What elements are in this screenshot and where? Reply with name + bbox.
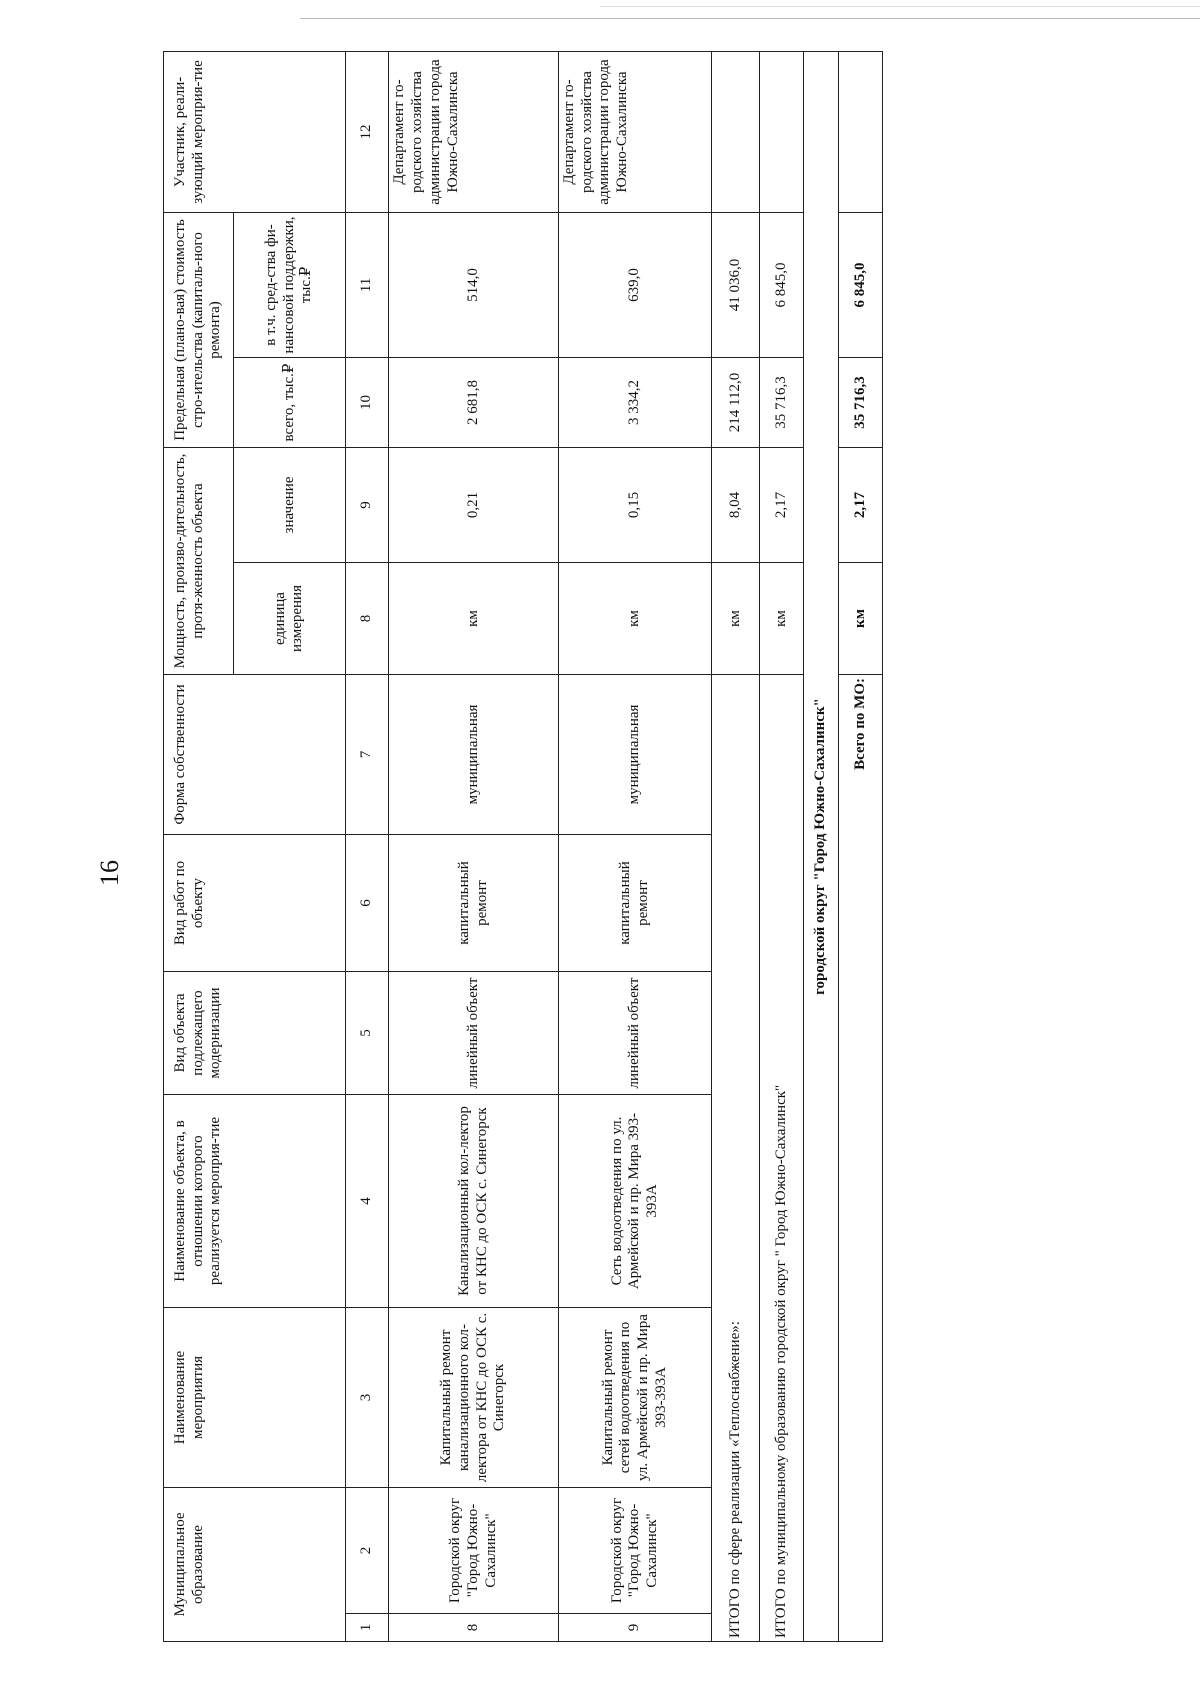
cell-object: Канализационный кол-лектор от КНС до ОСК с. Синегорск bbox=[389, 1095, 559, 1308]
column-number: 12 bbox=[345, 52, 389, 213]
header-object-name: Наименование объекта, в отношении которого реализуется мероприя-тие bbox=[164, 1095, 346, 1308]
column-number: 2 bbox=[345, 1488, 389, 1614]
cell-total: 3 334,2 bbox=[559, 358, 712, 448]
column-number: 4 bbox=[345, 1095, 389, 1308]
district-label: городской округ "Город Южно-Сахалинск" bbox=[804, 52, 839, 1642]
empty-cell bbox=[760, 52, 804, 213]
header-cost-total: всего, тыс.₽ bbox=[234, 358, 346, 448]
column-number: 3 bbox=[345, 1308, 389, 1488]
sphere-total-support: 41 036,0 bbox=[712, 213, 760, 358]
cell-participant: Департамент го-родского хозяйства администрации города Южно-Сахалинска bbox=[389, 52, 559, 213]
sphere-total-row bbox=[712, 52, 760, 1642]
muni-total-label: ИТОГО по муниципальному образованию городской округ " Город Южно-Сахалинск" bbox=[760, 675, 804, 1642]
cell-muni: Городской округ "Город Южно-Сахалинск" bbox=[559, 1488, 712, 1614]
grand-total-label: Всего по МО: bbox=[839, 675, 883, 1642]
cell-unit: км bbox=[559, 563, 712, 675]
cell-total: 2 681,8 bbox=[389, 358, 559, 448]
row-number: 8 bbox=[389, 1614, 559, 1642]
cell-object-type: линейный объект bbox=[389, 972, 559, 1095]
cell-unit: км bbox=[389, 563, 559, 675]
column-number: 1 bbox=[345, 1614, 389, 1642]
scan-edge-line bbox=[600, 6, 1200, 7]
sphere-total-label: ИТОГО по сфере реализации «Теплоснабжение»: bbox=[712, 675, 760, 1642]
cell-muni: Городской округ "Город Южно-Сахалинск" bbox=[389, 1488, 559, 1614]
column-number: 6 bbox=[345, 835, 389, 972]
sphere-total-unit: км bbox=[712, 563, 760, 675]
scan-edge-line bbox=[300, 18, 1200, 19]
header-capacity: Мощность, произво-дительность, протя-женность объекта bbox=[164, 448, 234, 675]
cell-value: 0,21 bbox=[389, 448, 559, 563]
grand-total-row bbox=[839, 52, 883, 1642]
cell-object: Сеть водоотведения по ул. Армейской и пр. Мира 393-393А bbox=[559, 1095, 712, 1308]
grand-total-cost: 35 716,3 bbox=[839, 358, 883, 448]
header-object-type: Вид объекта подлежащего модернизации bbox=[164, 972, 346, 1095]
page-number: 16 bbox=[95, 860, 124, 886]
sphere-total-cost: 214 112,0 bbox=[712, 358, 760, 448]
muni-total-support: 6 845,0 bbox=[760, 213, 804, 358]
cell-work: капитальный ремонт bbox=[559, 835, 712, 972]
header-work-type: Вид работ по объекту bbox=[164, 835, 346, 972]
header-unit: единица измерения bbox=[234, 563, 346, 675]
header-muni: Муниципальное образование bbox=[164, 1488, 346, 1642]
column-number: 7 bbox=[345, 675, 389, 835]
cell-object-type: линейный объект bbox=[559, 972, 712, 1095]
table-row bbox=[559, 52, 712, 1642]
cell-support: 639,0 bbox=[559, 213, 712, 358]
header-event-name: Наименование мероприятия bbox=[164, 1308, 346, 1488]
grand-total-unit: км bbox=[839, 563, 883, 675]
row-number: 9 bbox=[559, 1614, 712, 1642]
rotated-table-sheet bbox=[163, 52, 883, 1642]
cell-support: 514,0 bbox=[389, 213, 559, 358]
column-number: 11 bbox=[345, 213, 389, 358]
grand-total-support: 6 845,0 bbox=[839, 213, 883, 358]
muni-total-row bbox=[760, 52, 804, 1642]
cell-participant: Департамент го-родского хозяйства администрации города Южно-Сахалинска bbox=[559, 52, 712, 213]
empty-cell bbox=[712, 52, 760, 213]
cell-event: Капитальный ремонт канализационного кол-лектора от КНС до ОСК с. Синегорск bbox=[389, 1308, 559, 1488]
muni-total-value: 2,17 bbox=[760, 448, 804, 563]
column-number: 9 bbox=[345, 448, 389, 563]
column-number-row bbox=[345, 52, 389, 1642]
muni-total-cost: 35 716,3 bbox=[760, 358, 804, 448]
header-ownership: Форма собственности bbox=[164, 675, 346, 835]
header-value: значение bbox=[234, 448, 346, 563]
program-table bbox=[163, 51, 883, 1642]
column-number: 8 bbox=[345, 563, 389, 675]
cell-event: Капитальный ремонт сетей водоотведения по ул. Армейской и пр. Мира 393-393А bbox=[559, 1308, 712, 1488]
empty-cell bbox=[839, 52, 883, 213]
header-cost: Предельная (плано-вая) стоимость стро-ительства (капиталь-ного ремонта) bbox=[164, 213, 234, 448]
table-row bbox=[389, 52, 559, 1642]
cell-work: капитальный ремонт bbox=[389, 835, 559, 972]
column-number: 5 bbox=[345, 972, 389, 1095]
grand-total-value: 2,17 bbox=[839, 448, 883, 563]
header-participant: Участник, реали-зующий мероприя-тие bbox=[164, 52, 346, 213]
muni-total-unit: км bbox=[760, 563, 804, 675]
district-row bbox=[804, 52, 839, 1642]
column-number: 10 bbox=[345, 358, 389, 448]
cell-value: 0,15 bbox=[559, 448, 712, 563]
cell-ownership: муниципальная bbox=[559, 675, 712, 835]
sphere-total-value: 8,04 bbox=[712, 448, 760, 563]
cell-ownership: муниципальная bbox=[389, 675, 559, 835]
header-cost-support: в т.ч. сред-ства фи-нансовой поддержки, тыс.₽ bbox=[234, 213, 346, 358]
